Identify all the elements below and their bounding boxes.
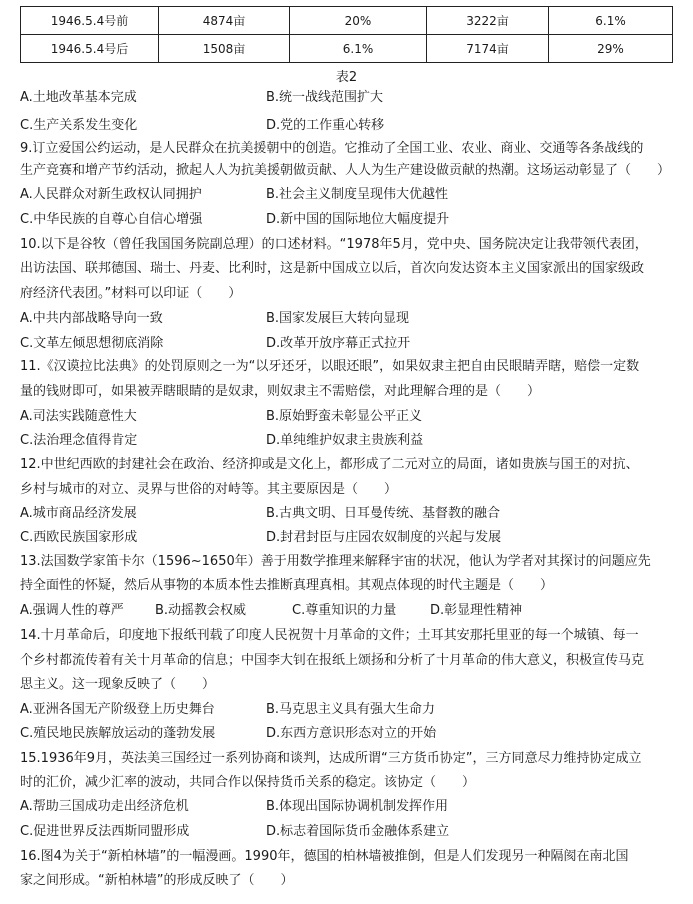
q15-option-b: B.体现出国际协调机制发挥作用 [266,799,449,814]
q10-option-a: A.中共内部战略导向一致 [20,311,163,326]
q8-option-b: B.统一战线范围扩大 [266,90,384,105]
q14-option-b: B.马克思主义具有强大生命力 [266,702,436,717]
table-row [21,7,673,35]
q11-option-d: D.单纯维护奴隶主贵族利益 [266,433,424,448]
q8-option-c: C.生产关系发生变化 [20,118,138,133]
table-cell: 6.1% [549,7,673,35]
q12-option-d: D.封君封臣与庄园农奴制度的兴起与发展 [266,530,502,545]
table-cell: 4874亩 [159,7,290,35]
table-cell: 1946.5.4号后 [21,35,159,63]
q9-stem-line: 生产竞赛和增产节约活动，掀起人人为抗美援朝做贡献、人人为生产建设做贡献的热潮。这场运动彰显了（ ） [20,163,671,178]
q16-stem-line: 家之间形成。“新柏林墙”的形成反映了（ ） [20,873,294,888]
q8-option-a: A.土地改革基本完成 [20,90,137,105]
q15-stem-line: 时的汇价，减少汇率的波动，共同合作以保持货币关系的稳定。该协定（ ） [20,775,476,790]
q14-stem-line: 个乡村都流传着有关十月革命的信息；中国李大钊在报纸上颂扬和分析了十月革命的伟大意义，积极宣传马克 [20,653,645,668]
table-cell: 1508亩 [159,35,290,63]
table-cell: 7174亩 [427,35,549,63]
q13-option-a: A.强调人性的尊严 [20,603,124,618]
q15-option-c: C.促进世界反法西斯同盟形成 [20,824,190,839]
table-cell: 20% [290,7,427,35]
q14-stem-line: 14.十月革命后，印度地下报纸刊载了印度人民祝贺十月革命的文件；土耳其安那托里亚的每一个城镇、每一 [20,628,639,643]
land-data-table [20,6,673,63]
q9-option-c: C.中华民族的自尊心自信心增强 [20,212,203,227]
q15-option-a: A.帮助三国成功走出经济危机 [20,799,189,814]
q15-stem-line: 15.1936年9月，英法美三国经过一系列协商和谈判，达成所谓“三方货币协定”，三方同意尽力维持协定成立 [20,751,642,766]
q16-stem-line: 16.图4为关于“新柏林墙”的一幅漫画。1990年，德国的柏林墙被推倒，但是人们发现另一种隔阂在南北国 [20,849,629,864]
table-caption: 表2 [335,70,358,85]
q14-stem-line: 思主义。这一现象反映了（ ） [20,677,216,692]
q9-stem-line: 9.订立爱国公约运动，是人民群众在抗美援朝中的创造。它推动了全国工业、农业、商业、交通等各条战线的 [20,141,644,156]
q10-stem-line: 府经济代表团。”材料可以印证（ ） [20,286,242,301]
q11-option-b: B.原始野蛮未彰显公平正义 [266,409,423,424]
q12-stem-line: 乡村与城市的对立、灵界与世俗的对峙等。其主要原因是（ ） [20,482,398,497]
q10-option-d: D.改革开放序幕正式拉开 [266,336,411,351]
q10-option-b: B.国家发展巨大转向显现 [266,311,410,326]
q12-stem-line: 12.中世纪西欧的封建社会在政治、经济抑或是文化上，都形成了二元对立的局面，诸如贵族与国王的对抗、 [20,457,639,472]
q8-option-d: D.党的工作重心转移 [266,118,385,133]
q13-option-c: C.尊重知识的力量 [292,603,397,618]
q12-option-c: C.西欧民族国家形成 [20,530,138,545]
table-cell: 29% [549,35,673,63]
q9-option-a: A.人民群众对新生政权认同拥护 [20,187,202,202]
table-cell: 6.1% [290,35,427,63]
q12-option-b: B.古典文明、日耳曼传统、基督教的融合 [266,506,501,521]
q14-option-c: C.殖民地民族解放运动的蓬勃发展 [20,726,216,741]
q10-stem-line: 10.以下是谷牧（曾任我国国务院副总理）的口述材料。“1978年5月，党中央、国务院决定让我带领代表团， [20,237,648,252]
table-cell: 1946.5.4号前 [21,7,159,35]
q12-option-a: A.城市商品经济发展 [20,506,137,521]
q14-option-a: A.亚洲各国无产阶级登上历史舞台 [20,702,215,717]
q11-stem-line: 11.《汉谟拉比法典》的处罚原则之一为“以牙还牙，以眼还眼”，如果奴隶主把自由民眼睛弄瞎，赔偿一定数 [20,359,640,374]
q11-stem-line: 量的钱财即可，如果被弄瞎眼睛的是奴隶，则奴隶主不需赔偿，对此理解合理的是（ ） [20,384,541,399]
q14-option-d: D.东西方意识形态对立的开始 [266,726,437,741]
q10-stem-line: 出访法国、联邦德国、瑞士、丹麦、比利时，这是新中国成立以后，首次向发达资本主义国家派出的国家级政 [20,261,645,276]
q10-option-c: C.文革左倾思想彻底消除 [20,336,164,351]
q13-stem-line: 持全面性的怀疑，然后从事物的本质本性去推断真理真相。其观点体现的时代主题是（ ） [20,578,554,593]
q15-option-d: D.标志着国际货币金融体系建立 [266,824,450,839]
q9-option-d: D.新中国的国际地位大幅度提升 [266,212,450,227]
q13-option-b: B.动摇教会权威 [155,603,247,618]
q11-option-a: A.司法实践随意性大 [20,409,137,424]
q11-option-c: C.法治理念值得肯定 [20,433,138,448]
q9-option-b: B.社会主义制度呈现伟大优越性 [266,187,449,202]
q13-option-d: D.彰显理性精神 [430,603,523,618]
table-cell: 3222亩 [427,7,549,35]
q13-stem-line: 13.法国数学家笛卡尔（1596~1650年）善于用数学推理来解释宇宙的状况，他认为学者对其探讨的问题应先 [20,554,651,569]
table-row [21,35,673,63]
